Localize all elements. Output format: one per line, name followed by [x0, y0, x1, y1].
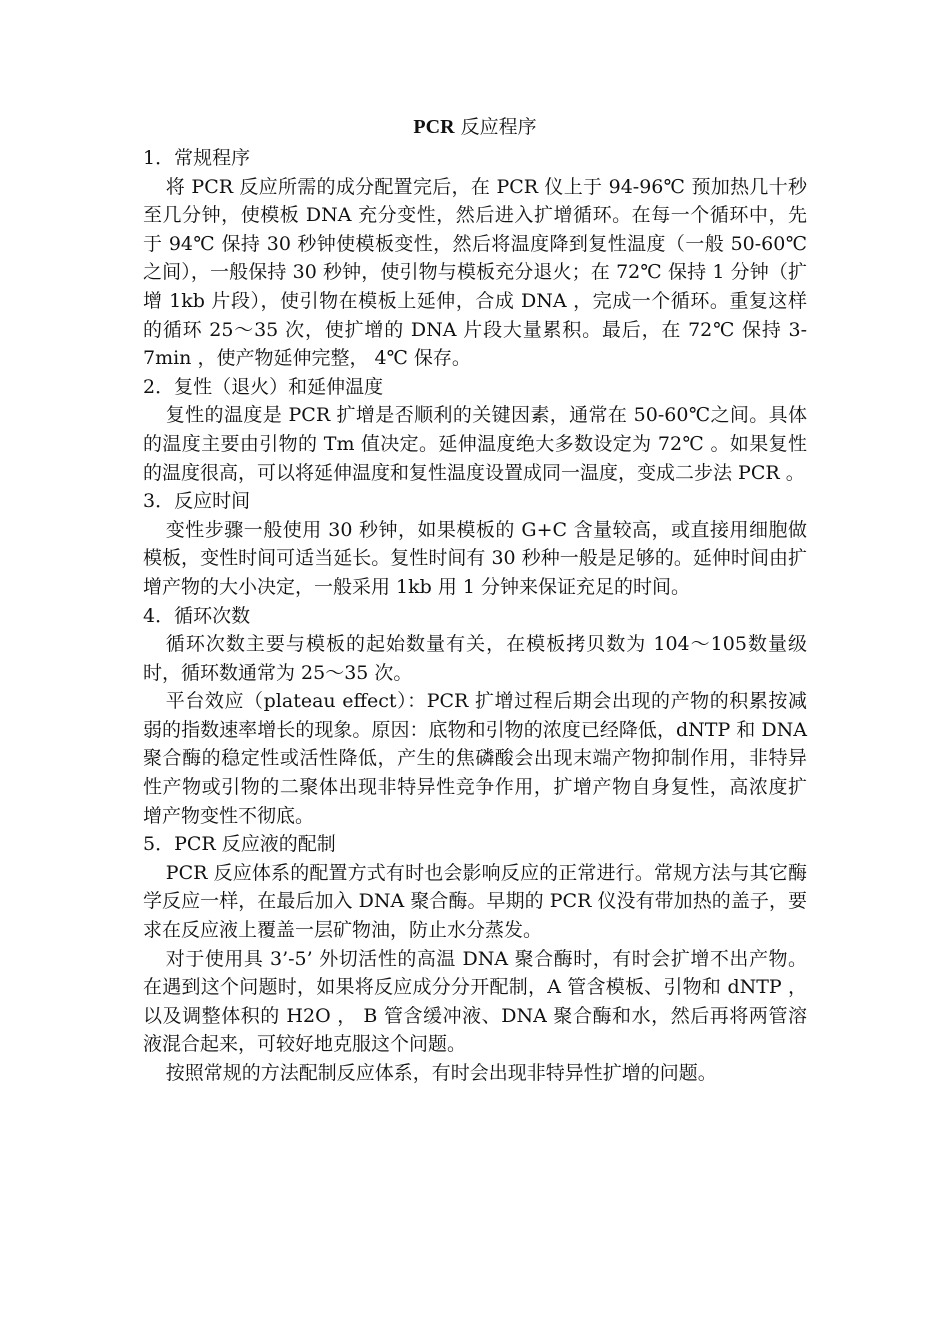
paragraph-mix-preparation: PCR 反应体系的配置方式有时也会影响反应的正常进行。常规方法与其它酶学反应一样，在最后加入 DNA 聚合酶。早期的 PCR 仪没有带加热的盖子，要求在反应液上覆盖一层矿物油，防止水分蒸发。: [143, 861, 807, 942]
title-bold-part: PCR: [413, 116, 455, 138]
section-heading-3: 3．反应时间: [143, 490, 251, 513]
title-rest-part: 反应程序: [454, 116, 537, 138]
paragraph-annealing-extension: 复性的温度是 PCR 扩增是否顺利的关键因素，通常在 50-60℃之间。具体的温度主要由引物的 Tm 值决定。延伸温度绝大多数设定为 72℃ 。如果复性的温度很高，可以将延伸温度和复性温度设置成同一温度，变成二步法 PCR 。: [143, 404, 807, 484]
paragraph-reaction-time: 变性步骤一般使用 30 秒钟，如果模板的 G+C 含量较高，或直接用细胞做模板，变性时间可适当延长。复性时间有 30 秒种一般是足够的。延伸时间由扩增产物的大小决定，一般采用 1kb 用 1 分钟来保证充足的时间。: [143, 518, 807, 598]
section-heading-4: 4．循环次数: [143, 604, 251, 627]
paragraph-nonspecific-amplification: 按照常规的方法配制反应体系，有时会出现非特异性扩增的问题。: [165, 1062, 717, 1084]
paragraph-routine-program: 将 PCR 反应所需的成分配置完后，在 PCR 仪上于 94-96℃ 预加热几十秒至几分钟，使模板 DNA 充分变性，然后进入扩增循环。在每一个循环中，先于 94℃ 保持 30 秒钟使模板变性，然后将温度降到复性温度（一般 50-60℃ 之间），一般保持 30 秒钟，使引物与模板充分退火；在 72℃ 保持 1 分钟（扩增 1kb 片段），使引物在模板上延伸，合成 DNA ，完成一个循环。重复这样的循环 25～35 次，使扩增的 DNA 片段大量累积。最后，在 72℃ 保持 3-7min ，使产物延伸完整， 4℃ 保存。: [143, 175, 807, 370]
paragraph-exonuclease-polymerase: 对于使用具 3’-5’ 外切活性的高温 DNA 聚合酶时，有时会扩增不出产物。在遇到这个问题时，如果将反应成分分开配制，A 管含模板、引物和 dNTP ，以及调整体积的 H2O ， B 管含缓冲液、DNA 聚合酶和水，然后再将两管溶液混合起来，可较好地克服这个问题。: [143, 947, 807, 1056]
section-heading-5: 5．PCR 反应液的配制: [143, 833, 336, 856]
section-heading-2: 2．复性（退火）和延伸温度: [143, 375, 384, 398]
document-title: [143, 110, 807, 144]
paragraph-plateau-effect: 平台效应（plateau effect）：PCR 扩增过程后期会出现的产物的积累按减弱的指数速率增长的现象。原因：底物和引物的浓度已经降低，dNTP 和 DNA 聚合酶的稳定性或活性降低，产生的焦磷酸会出现末端产物抑制作用，非特异性产物或引物的二聚体出现非特异性竞争作用，扩增产物自身复性，高浓度扩增产物变性不彻底。: [143, 690, 807, 827]
document-body: [143, 110, 807, 1088]
paragraph-cycle-count: 循环次数主要与模板的起始数量有关，在模板拷贝数为 104～105数量级时，循环数通常为 25～35 次。: [143, 633, 807, 684]
section-heading-1: 1．常规程序: [143, 147, 251, 169]
